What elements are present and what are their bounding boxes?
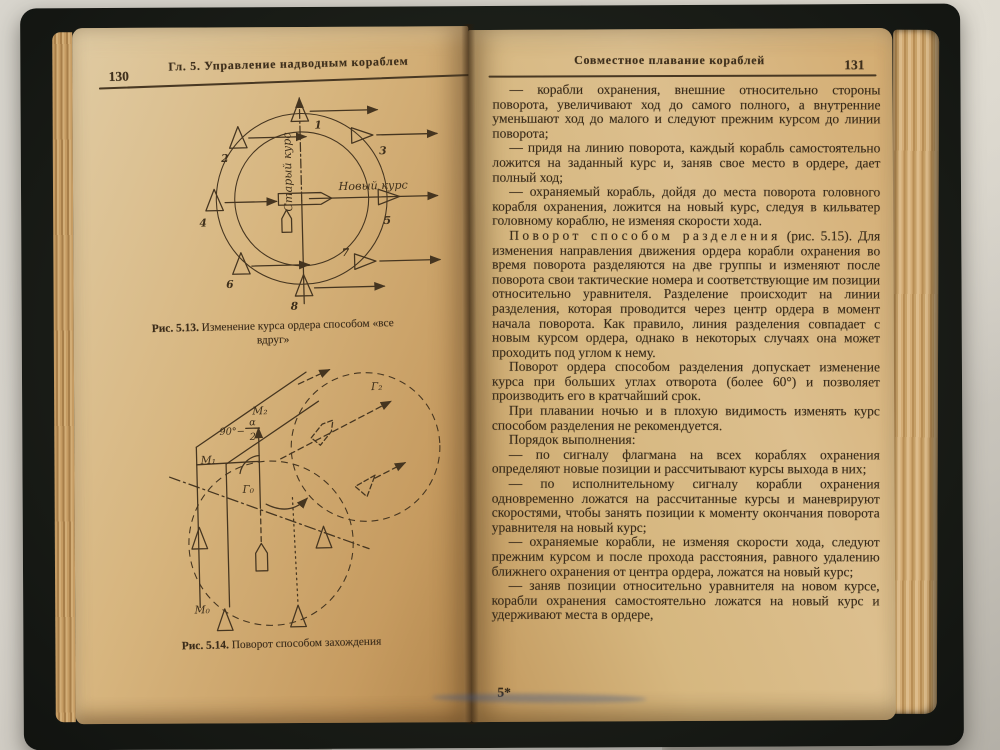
book-cover <box>20 4 964 750</box>
fig-5-13-caption-text: Изменение курса ордера способом «все вдруг» <box>201 317 394 347</box>
paragraph: Поворот ордера способом разделения допускает изменение курса при больших углах отворота (более 60°) и позволяет производить его в кратчайший срок. <box>491 358 881 404</box>
fig-5-14-caption <box>156 634 406 654</box>
ship-number: 1 <box>314 118 323 132</box>
spaced-run-in-heading: Поворот способом разделения <box>509 227 781 244</box>
label-g2: Г₂ <box>370 379 383 394</box>
right-header-rule <box>489 74 877 77</box>
course-arrows <box>223 108 441 290</box>
ship-number: 6 <box>225 277 234 292</box>
fig-5-14-diagram <box>160 361 466 634</box>
paragraph: — охраняемые корабли, не изменяя скорости хода, следуют прежним курсом и после прохода расстояния, равного удалению ближнего охранения от центра ордера, ложатся на новый курс; <box>491 534 880 579</box>
paragraph: — по сигналу флагмана на всех кораблях охранения определяют новые позиции и рассчитывают курсы выхода в них; <box>491 446 880 477</box>
paragraph: — по исполнительному сигналу корабли охранения одновременно ложатся на рассчитанные курсы и маневрируют скоростями, чтобы занять позиции к моменту окончания поворота уравнителя на новый курс; <box>491 475 880 535</box>
ship-number: 3 <box>378 144 387 158</box>
right-page <box>468 28 896 722</box>
ship-number: 5 <box>383 213 392 228</box>
drop-line <box>260 510 261 543</box>
right-running-title: Совместное плавание кораблей <box>574 52 765 68</box>
left-page <box>72 26 472 724</box>
ship-numbers <box>197 117 393 315</box>
center-ship-icon <box>282 210 292 233</box>
angle-numerator: α <box>249 417 256 429</box>
paragraph-text: (рис. 5.15). Для изменения направления движения ордера корабли охранения во время поворота разделяются на две группы и изменяют после поворота свои тактические номера и соответствующие им позиции относительно уравнителя. Разделение происходит на линии разделения, которая проводится через центр ордера в момент начала поворота. Как правило, линия разделения совпадает с новым курсом ордера, однако в некоторых случаях она может проходить под углом к нему. <box>492 228 881 360</box>
old-course-line <box>299 98 304 304</box>
old-course-label: Старый курс <box>280 132 296 212</box>
escort-ship-icons <box>203 98 402 299</box>
label-m0: М₀ <box>194 603 211 617</box>
angle-denominator: 2 <box>249 431 257 444</box>
fig-5-14-caption-text: Поворот способом захождения <box>231 635 382 652</box>
ship-number: 7 <box>341 245 350 260</box>
label-m2: М₂ <box>252 404 268 418</box>
paragraph: — заняв позиции относительно уравнителя на новом курсе, корабли охранения самостоятельно ложатся на новый курс и удерживают места в ордере, <box>491 577 880 623</box>
label-m1: М₁ <box>200 453 217 467</box>
new-course-label: Новый курс <box>338 178 408 194</box>
ship-number: 8 <box>290 299 299 313</box>
ship-icons-514 <box>189 415 385 631</box>
ship-number: 2 <box>220 151 229 166</box>
turn-arrow <box>266 498 307 509</box>
label-g0: Г₀ <box>242 482 255 497</box>
paragraph: Порядок выполнения: <box>508 431 636 448</box>
left-running-title: Гл. 5. Управление надводным кораблем <box>168 53 409 74</box>
angle-prefix: 90°− <box>219 426 246 438</box>
ship-number: 4 <box>199 216 207 230</box>
angle-label <box>219 417 260 444</box>
page-edges-fore <box>891 30 939 714</box>
fig-5-13-caption <box>141 316 406 350</box>
angle-arc <box>240 455 260 473</box>
paragraph: — охраняемый корабль, дойдя до места поворота головного корабля охранения, ложится на новый курс, следуя в кильватер головному кораблю, не изменяя скорости хода. <box>492 183 881 229</box>
left-page-number: 130 <box>108 68 130 85</box>
signature-mark: 5* <box>497 684 511 700</box>
fig-5-14-caption-label: Рис. 5.14. <box>181 639 230 653</box>
bearing-line <box>170 472 369 553</box>
body-text <box>492 83 881 624</box>
paragraph: — корабли охранения, внешние относительно стороны поворота, увеличивают ход до самого полного, а внутренние уменьшают ход до малого и следуют прежним курсом до линии поворота; <box>492 81 881 141</box>
paragraph <box>492 229 880 361</box>
new-course-dashed-arrows <box>279 368 406 481</box>
fig-5-13-diagram <box>153 81 450 316</box>
dotted-course <box>292 498 298 604</box>
paragraph: — придя на линию поворота, каждый корабль самостоятельно ложится на заданный курс и, заняв свое место в ордере, дает полный ход; <box>492 140 881 185</box>
fig-5-13-caption-label: Рис. 5.13. <box>151 321 200 336</box>
fig-5-14-labels <box>188 380 388 617</box>
paragraph: При плавании ночью и в плохую видимость изменять курс способом разделения не рекомендуется. <box>491 402 880 433</box>
turning-circle-new <box>289 371 441 523</box>
right-page-number: 131 <box>844 57 865 73</box>
